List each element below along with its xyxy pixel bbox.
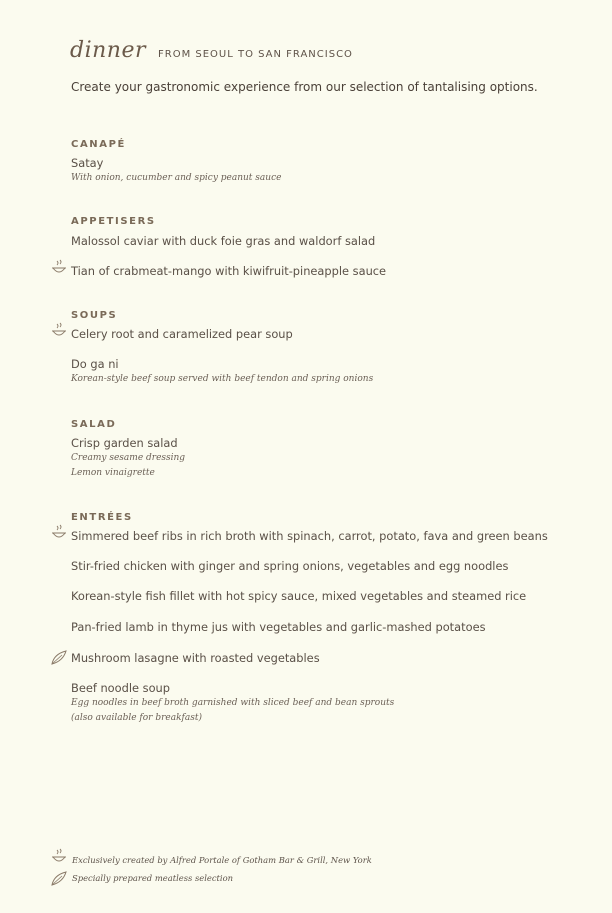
menu-item-lasagne: Mushroom lasagne with roasted vegetables	[71, 651, 320, 665]
route-label: FROM SEOUL TO SAN FRANCISCO	[158, 49, 353, 60]
menu-item-chicken: Stir-fried chicken with ginger and spring onions, vegetables and egg noodles	[71, 559, 509, 573]
menu-item-desc: Lemon vinaigrette	[71, 468, 155, 478]
section-heading-canape: CANAPÉ	[71, 139, 126, 150]
menu-item-fish-fillet: Korean-style fish fillet with hot spicy sauce, mixed vegetables and steamed rice	[71, 589, 527, 603]
intro-text: Create your gastronomic experience from our selection of tantalising options.	[71, 80, 538, 94]
menu-item-lamb: Pan-fried lamb in thyme jus with vegetables and garlic-mashed potatoes	[71, 620, 486, 634]
chef-hat-icon	[50, 848, 68, 866]
menu-item-celery-soup: Celery root and caramelized pear soup	[71, 327, 293, 341]
menu-item-beef-noodle-soup: Beef noodle soup	[71, 681, 170, 695]
chef-hat-icon	[50, 524, 68, 542]
menu-item-desc: Egg noodles in beef broth garnished with sliced beef and bean sprouts	[71, 698, 395, 708]
menu-item-garden-salad: Crisp garden salad	[71, 436, 178, 450]
chef-hat-icon	[50, 259, 68, 277]
menu-item-caviar: Malossol caviar with duck foie gras and waldorf salad	[71, 234, 376, 248]
menu-header	[70, 38, 353, 64]
section-heading-entrees: ENTRÉES	[71, 512, 133, 523]
menu-title-script: dinner	[70, 38, 146, 63]
section-heading-salad: SALAD	[71, 419, 117, 430]
leaf-icon	[50, 869, 68, 887]
menu-item-desc: Korean-style beef soup served with beef tendon and spring onions	[71, 374, 374, 384]
menu-item-beef-ribs: Simmered beef ribs in rich broth with spinach, carrot, potato, fava and green beans	[71, 529, 548, 543]
menu-item-desc: With onion, cucumber and spicy peanut sauce	[71, 173, 282, 183]
menu-item-desc: Creamy sesame dressing	[71, 453, 186, 463]
menu-item-tian: Tian of crabmeat-mango with kiwifruit-pineapple sauce	[71, 264, 387, 278]
menu-item-satay: Satay	[71, 156, 104, 170]
footnote-meatless: Specially prepared meatless selection	[72, 873, 234, 883]
menu-item-do-ga-ni: Do ga ni	[71, 357, 119, 371]
chef-hat-icon	[50, 322, 68, 340]
leaf-icon	[50, 648, 68, 666]
footnote-chef: Exclusively created by Alfred Portale of Gotham Bar & Grill, New York	[72, 855, 372, 865]
menu-item-desc: (also available for breakfast)	[71, 713, 202, 723]
section-heading-soups: SOUPS	[71, 310, 118, 321]
section-heading-appetisers: APPETISERS	[71, 216, 156, 227]
